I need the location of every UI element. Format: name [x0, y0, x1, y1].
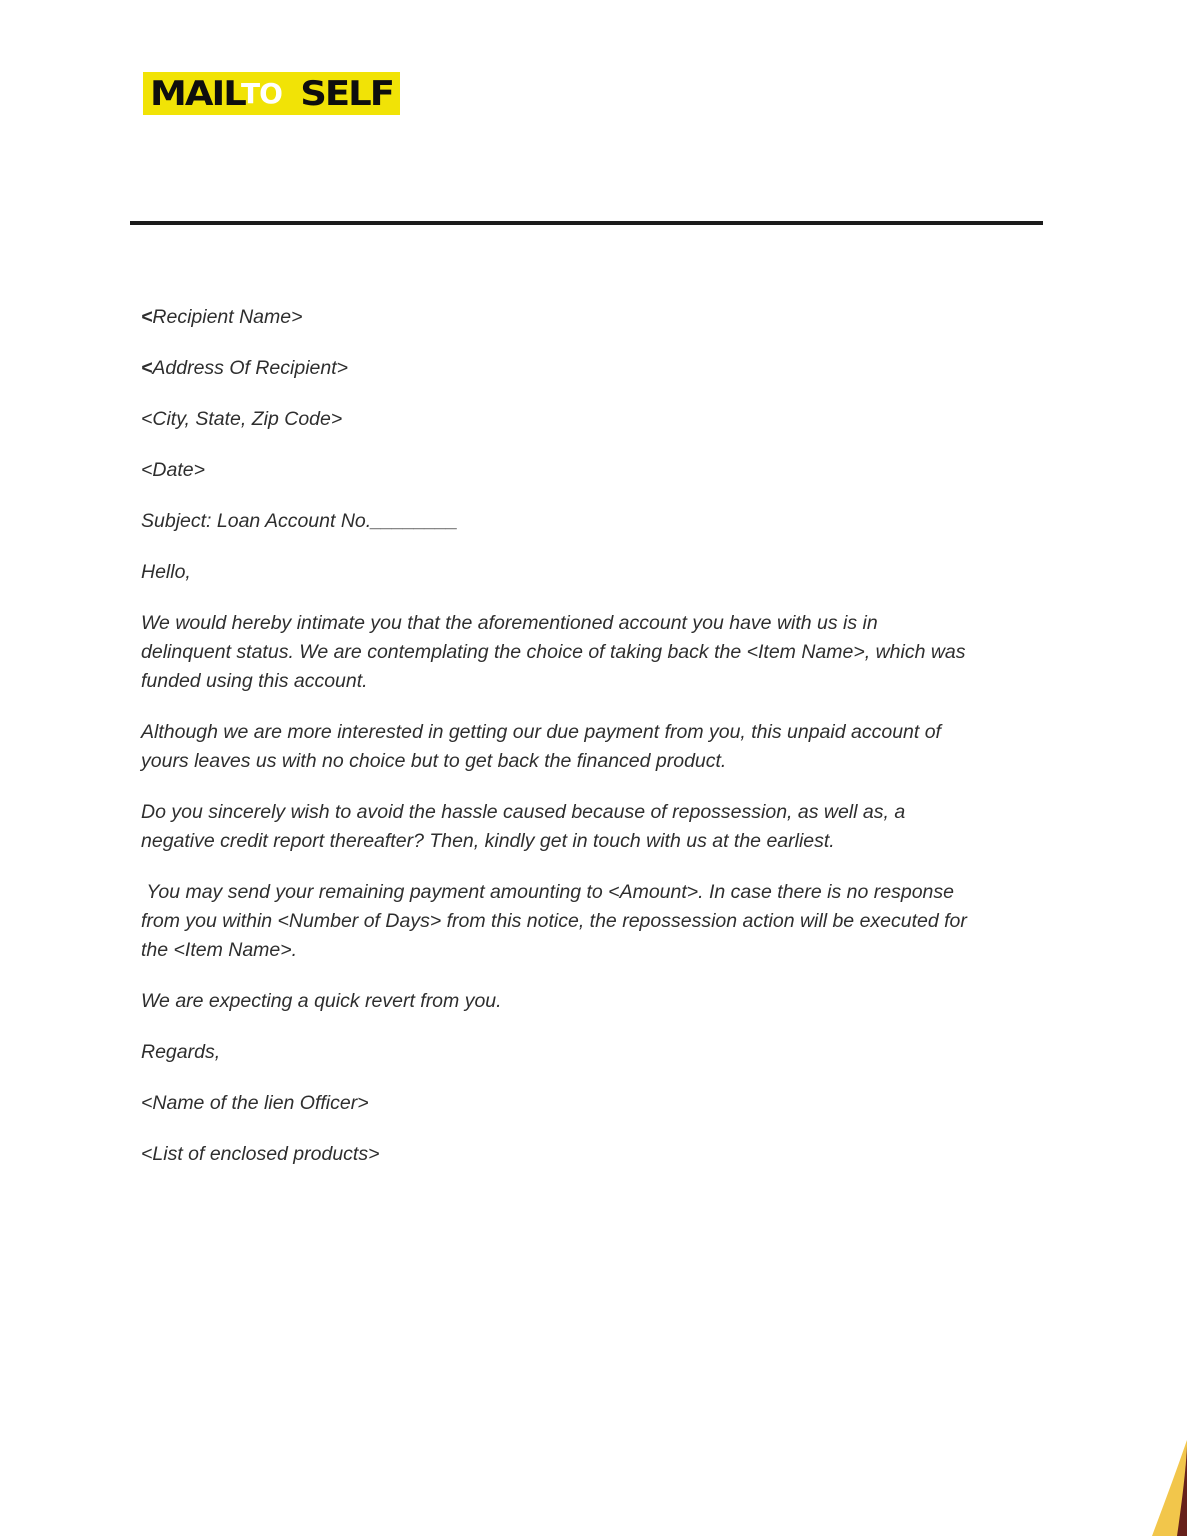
body-paragraph-2 — [141, 718, 1051, 776]
paragraph-line: from you within <Number of Days> from this notice, the repossession action will be executed for — [141, 910, 967, 932]
logo-word-to: TO — [241, 77, 282, 110]
recipient-name-text: Recipient Name> — [152, 306, 303, 328]
recipient-address-text: Address Of Recipient> — [152, 357, 349, 379]
mail-to-self-logo — [143, 72, 400, 115]
greeting-line: Hello, — [141, 561, 191, 583]
paragraph-line: Although we are more interested in getting our due payment from you, this unpaid account of — [141, 721, 941, 743]
recipient-address-bracket: < — [141, 357, 153, 379]
recipient-address-line — [141, 354, 1051, 383]
body-paragraph-3 — [141, 798, 1051, 856]
paragraph-line: delinquent status. We are contemplating the choice of taking back the <Item Name>, which was — [141, 641, 966, 663]
body-paragraph-5: We are expecting a quick revert from you. — [141, 990, 502, 1012]
enclosures-line: <List of enclosed products> — [141, 1143, 380, 1165]
paragraph-line: the <Item Name>. — [141, 939, 298, 961]
closing-line: Regards, — [141, 1041, 221, 1063]
signature-line: <Name of the lien Officer> — [141, 1092, 369, 1114]
recipient-name-line — [141, 303, 1051, 332]
letter-body — [141, 303, 1051, 1191]
paragraph-line: negative credit report thereafter? Then, kindly get in touch with us at the earliest. — [141, 830, 835, 852]
city-state-zip-line: <City, State, Zip Code> — [141, 408, 343, 430]
paragraph-line: Do you sincerely wish to avoid the hassle caused because of repossession, as well as, a — [141, 801, 906, 823]
paragraph-line: yours leaves us with no choice but to get back the financed product. — [141, 750, 727, 772]
body-paragraph-1 — [141, 609, 1051, 696]
body-paragraph-4 — [141, 878, 1051, 965]
corner-accent-shape — [1087, 1396, 1187, 1536]
recipient-name-bracket: < — [141, 306, 153, 328]
logo-word-self: SELF — [300, 73, 393, 114]
date-line: <Date> — [141, 459, 205, 481]
logo-word-mail: MAIL — [150, 73, 245, 114]
paragraph-line: funded using this account. — [141, 670, 368, 692]
paragraph-line: You may send your remaining payment amounting to <Amount>. In case there is no response — [141, 881, 954, 903]
header-divider — [130, 221, 1043, 225]
subject-line: Subject: Loan Account No.________ — [141, 510, 458, 532]
paragraph-line: We would hereby intimate you that the aforementioned account you have with us is in — [141, 612, 878, 634]
